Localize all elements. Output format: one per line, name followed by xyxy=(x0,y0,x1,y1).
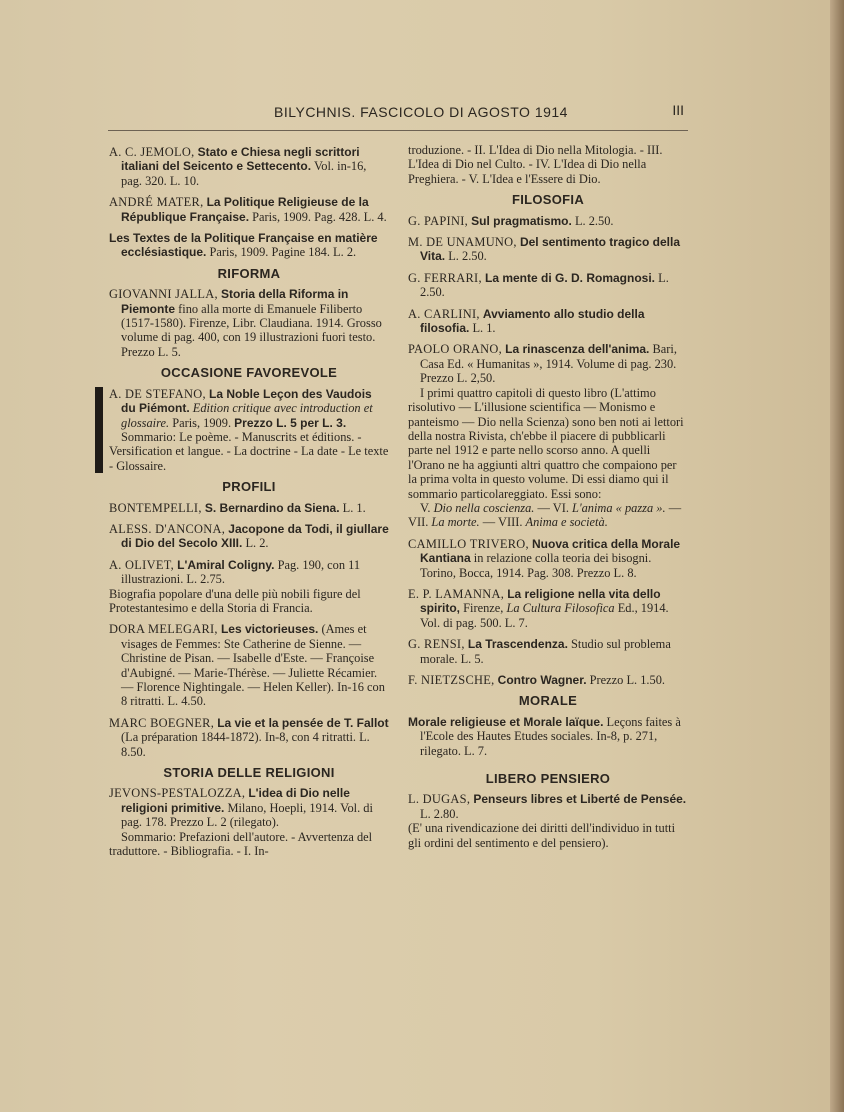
author: G. PAPINI, xyxy=(408,213,469,228)
book-details: Bari, Casa Ed. « Humanitas », 1914. Volume di pag. 230. Prezzo L. 2,50. xyxy=(420,342,677,386)
book-title: Del sentimento tragico della Vita. xyxy=(420,235,680,264)
author: BONTEMPELLI, xyxy=(109,500,202,515)
book-entry xyxy=(408,715,688,758)
book-title: La religione nella vita dello spirito, xyxy=(420,586,661,616)
chapter-title: Dio nella coscienza. xyxy=(433,500,535,515)
author: A. CARLINI, xyxy=(408,306,480,321)
book-entry xyxy=(109,195,389,224)
book-entry xyxy=(408,637,688,666)
book-entry xyxy=(109,145,389,188)
book-details: fino alla morte di Emanuele Filiberto (1517-1580). Firenze, Libr. Claudiana. 1914. Grosso volume di pag. 400, con 19 illustrazioni fuori testo. Prezzo L. 5. xyxy=(121,301,382,359)
book-entry xyxy=(408,235,688,264)
book-details: Paris, 1909. Pag. 428. L. 4. xyxy=(252,209,387,224)
book-details: L. 2.50. xyxy=(574,213,614,228)
book-entry xyxy=(109,716,389,759)
header-title: BILYCHNIS. FASCICOLO DI AGOSTO 1914 xyxy=(274,104,568,120)
page-edge xyxy=(830,0,844,1112)
author: ALESS. D'ANCONA, xyxy=(109,521,226,536)
author: CAMILLO TRIVERO, xyxy=(408,536,529,551)
book-details: Prezzo L. 1.50. xyxy=(589,673,666,687)
summary: Sommario: Le poème. - Manuscrits et éditions. - Versification et langue. - La doctrine - La date - Le texte - Glossaire. xyxy=(109,429,389,473)
running-header xyxy=(108,100,688,131)
book-entry xyxy=(109,622,389,708)
section-heading-riforma: RIFORMA xyxy=(217,265,281,281)
book-title: La Trascendenza. xyxy=(467,637,568,652)
author: GIOVANNI JALLA, xyxy=(109,287,218,302)
book-details: (Ames et visages de Femmes: Ste Catherine de Sienne. — Christine de Pisan. — Isabelle d'Este. — Françoise d'Aubigné. — Marie-Thérèse. — Juliette Récamier. — Florence Nightingale. — Helen Keller). In-16 con 8 ritratti. L. 4.50. xyxy=(121,622,385,709)
book-details: Pag. 190, con 11 illustrazioni. L. 2.75. xyxy=(121,557,361,587)
book-entry xyxy=(109,558,389,616)
book-entry xyxy=(408,587,688,630)
chapter-title: La morte. xyxy=(431,515,480,530)
author: L. DUGAS, xyxy=(408,792,471,807)
book-entry xyxy=(408,792,688,850)
edition-note: Edition critique avec introduction et glossaire. xyxy=(121,401,373,430)
book-title: Penseurs libres et Liberté de Pensée. xyxy=(473,792,687,807)
book-details: (La préparation 1844-1872). In-8, con 4 ritratti. L. 8.50. xyxy=(121,730,370,759)
book-details: L. 2.50. xyxy=(420,270,669,300)
book-title: La mente di G. D. Romagnosi. xyxy=(484,270,656,285)
book-details: L. 2.50. xyxy=(448,249,487,264)
description: I primi quattro capitoli di questo libro (L'attimo risolutivo — L'illusione scientifica — Monismo e panteismo — Dio nella Scienza) sono ben noti ai lettori della nostra Rivista, ch'ebbe il piacere di pubblicarli parte nel 1912 e parte nello scorso anno. A quelli l'Orano ne ha aggiunti altri quattro che compaiono per la prima volta in questo volume. Di essi diamo qui il sommario particolareggiato. Essi sono: xyxy=(408,385,684,501)
book-title: Nuova critica della Morale Kantiana xyxy=(420,536,681,566)
book-entry xyxy=(109,501,389,515)
book-entry xyxy=(408,214,688,228)
book-details: Vol. in-16, pag. 320. L. 10. xyxy=(121,159,367,188)
book-title: La Politique Religieuse de la République Française. xyxy=(121,195,369,224)
highlighted-offer xyxy=(95,387,389,473)
book-entry xyxy=(408,271,688,300)
author: G. FERRARI, xyxy=(408,270,482,285)
description: (E' una rivendicazione dei diritti dell'individuo in tutti gli ordini del sentimento e del pensiero). xyxy=(408,821,676,850)
author: M. DE UNAMUNO, xyxy=(408,235,517,250)
chapter-number: — VI. xyxy=(537,500,569,515)
book-title: La rinascenza dell'anima. xyxy=(505,342,650,357)
book-details: L. 1. xyxy=(342,500,366,515)
author: E. P. LAMANNA, xyxy=(408,586,505,601)
book-entry xyxy=(408,537,688,580)
summary-continuation xyxy=(408,143,688,186)
book-entry xyxy=(109,522,389,551)
book-entry xyxy=(408,342,688,529)
chapter-number: — VIII. xyxy=(482,515,523,530)
book-title: Morale religieuse et Morale laïque. xyxy=(408,714,604,729)
author: G. RENSI, xyxy=(408,637,465,652)
offer-price: Prezzo L. 5 per L. 3. xyxy=(234,415,347,430)
page-number: III xyxy=(672,102,684,118)
book-details: Ed., 1914. Vol. di pag. 500. L. 7. xyxy=(420,601,669,630)
book-title: Jacopone da Todi, il giullare di Dio del Secolo XIII. xyxy=(121,521,389,551)
section-heading-filosofia: FILOSOFIA xyxy=(511,192,585,208)
chapter-title: L'anima « pazza ». xyxy=(572,500,666,515)
book-title: Stato e Chiesa negli scrittori italiani del Seicento e Settecento. xyxy=(121,145,360,174)
book-details: Leçons faites à l'Ecole des Hautes Etudes sociales. In-8, p. 271, rilegato. L. 7. xyxy=(420,714,681,758)
author: MARC BOEGNER, xyxy=(109,715,215,730)
book-title: Avviamento allo studio della filosofia. xyxy=(420,306,645,336)
chapter-title: Anima e società. xyxy=(525,515,608,530)
author: A. OLIVET, xyxy=(109,557,175,572)
book-title: Storia della Riforma in Piemonte xyxy=(121,287,349,316)
book-title: La Noble Leçon des Vaudois du Piémont. xyxy=(121,386,372,416)
section-heading-libero-pensiero: LIBERO PENSIERO xyxy=(485,771,611,787)
description: Biografia popolare d'una delle più nobili figure del Protestantesimo e della Storia di Francia. xyxy=(109,586,361,615)
book-details: Milano, Hoepli, 1914. Vol. di pag. 178. Prezzo L. 2 (rilegato). xyxy=(121,800,373,830)
publisher: La Cultura Filosofica xyxy=(506,601,615,616)
book-title: Les victorieuses. xyxy=(220,622,319,637)
book-entry xyxy=(408,673,688,687)
book-details: L. 2.80. xyxy=(420,806,459,821)
left-column xyxy=(109,145,389,865)
author: A. DE STEFANO, xyxy=(109,386,206,401)
author: DORA MELEGARI, xyxy=(109,622,218,637)
author: F. NIETZSCHE, xyxy=(408,673,495,687)
section-heading-occasione: OCCASIONE FAVOREVOLE xyxy=(160,365,338,381)
right-column xyxy=(408,145,688,857)
book-title: S. Bernardino da Siena. xyxy=(204,500,340,515)
section-heading-morale: MORALE xyxy=(518,693,578,709)
book-title: Sul pragmatismo. xyxy=(471,213,572,228)
section-heading-storia: STORIA DELLE RELIGIONI xyxy=(163,765,335,781)
chapter-number: — VII. xyxy=(408,500,682,530)
book-title: L'idea di Dio nelle religioni primitive. xyxy=(121,786,350,815)
book-details: Paris, 1909. xyxy=(172,415,232,430)
summary: Sommario: Prefazioni dell'autore. - Avvertenza del traduttore. - Bibliografia. - I. In- xyxy=(109,829,373,859)
book-entry xyxy=(109,287,389,359)
book-details: Studio sul problema morale. L. 5. xyxy=(420,637,671,666)
chapter-number: V. xyxy=(420,500,431,515)
book-details: L. 2. xyxy=(245,536,269,551)
section-heading-profili: PROFILI xyxy=(222,479,276,495)
book-title: L'Amiral Coligny. xyxy=(177,557,275,572)
book-details: Firenze, xyxy=(463,601,504,616)
summary: troduzione. - II. L'Idea di Dio nella Mitologia. - III. L'Idea di Dio nel Culto. - IV. L'Idea di Dio nella Preghiera. - V. L'Idea e l'Essere di Dio. xyxy=(408,143,663,186)
book-details: Paris, 1909. Pagine 184. L. 2. xyxy=(209,245,357,260)
book-details: in relazione colla teoria dei bisogni. Torino, Bocca, 1914. Pag. 308. Prezzo L. 8. xyxy=(420,551,652,580)
book-title: Contro Wagner. xyxy=(497,673,587,687)
author: JEVONS-PESTALOZZA, xyxy=(109,786,246,801)
book-title: La vie et la pensée de T. Fallot xyxy=(217,715,389,730)
book-title: Les Textes de la Politique Française en matière ecclésiastique. xyxy=(109,231,378,260)
book-entry xyxy=(408,307,688,336)
book-entry xyxy=(109,786,389,858)
author: PAOLO ORANO, xyxy=(408,342,503,357)
book-entry xyxy=(109,231,389,260)
book-details: L. 1. xyxy=(472,321,496,336)
chapter-list xyxy=(408,501,688,530)
author: A. C. JEMOLO, xyxy=(109,145,195,159)
author: ANDRÉ MATER, xyxy=(109,195,204,210)
